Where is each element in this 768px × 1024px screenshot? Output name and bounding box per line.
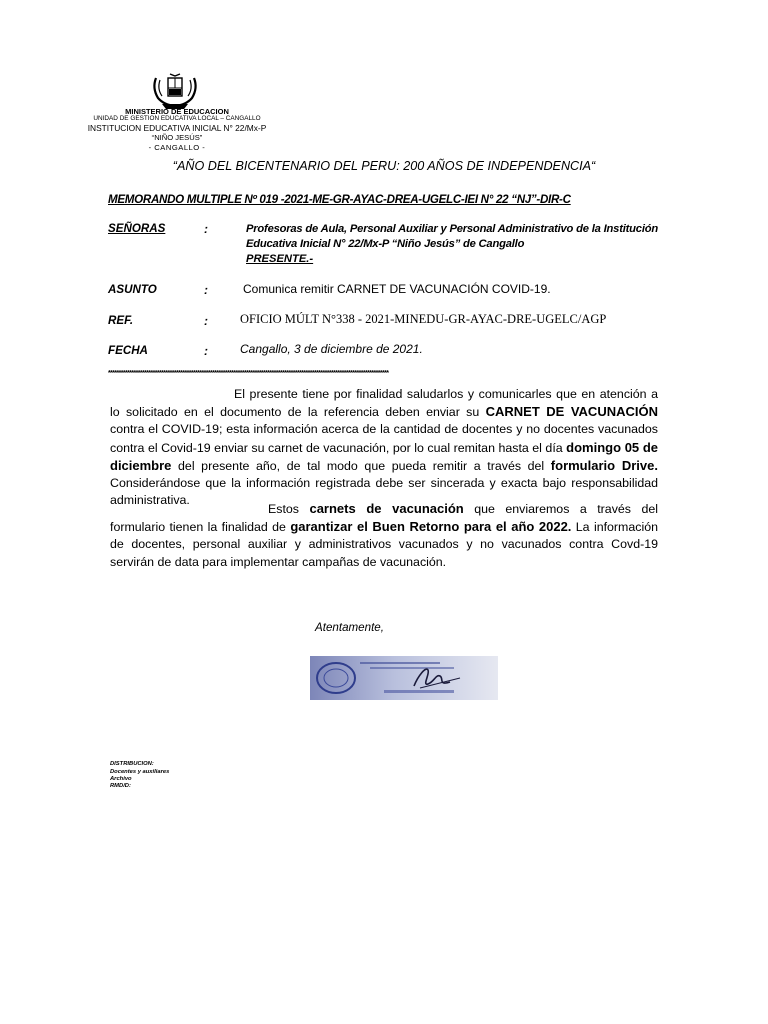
p1-text-e: del presente año, de tal modo que pueda remitir a través del	[171, 458, 551, 473]
ugel-name: UNIDAD DE GESTION EDUCATIVA LOCAL – CANGALLO	[93, 115, 261, 122]
ministry-name: MINISTERIO DE EDUCACION	[125, 107, 229, 116]
memo-title: MEMORANDO MULTIPLE Nº 019 -2021-ME-GR-AYAC-DREA-UGELC-IEI N° 22 “NJ”-DIR-C	[108, 193, 571, 206]
separator-line: ************************************************************************************************************************************	[108, 370, 389, 377]
p1-formulario-emphasis: formulario Drive.	[550, 457, 658, 473]
body-paragraph-1	[110, 386, 658, 509]
fecha-colon: :	[204, 344, 208, 358]
distribution-line: Docentes y auxiliares	[110, 769, 170, 775]
closing-text: Atentamente,	[315, 621, 384, 634]
p2-retorno-emphasis: garantizar el Buen Retorno para el año 2022.	[290, 519, 572, 535]
body-paragraph-2	[110, 500, 658, 571]
asunto-value: Comunica remitir CARNET DE VACUNACIÓN COVID-19.	[243, 282, 551, 296]
senoras-label: SEÑORAS	[108, 222, 166, 235]
p2-carnets-emphasis: carnets de vacunación	[309, 501, 464, 516]
p2-text-a: Estos	[268, 502, 310, 516]
distribution-line: RMD/D:	[110, 783, 131, 789]
fecha-value: Cangallo, 3 de diciembre de 2021.	[240, 342, 423, 356]
peru-coat-of-arms-icon	[148, 72, 202, 110]
presente-label: PRESENTE.-	[246, 253, 314, 265]
p2-text-e: La información de docentes, personal auxiliar y administrativos vacunados y no vacunados contra Covd-19 servirán de data para implementar campañas de vacunación.	[110, 520, 658, 569]
town-name: - CANGALLO -	[148, 143, 206, 152]
p1-carnet-emphasis: CARNET DE VACUNACIÓN	[485, 404, 658, 420]
institution-name: INSTITUCION EDUCATIVA INICIAL N° 22/Mx-P	[87, 123, 267, 133]
recipients-text: Profesoras de Aula, Personal Auxiliar y Personal Administrativo de la Institución Educativa Inicial N° 22/Mx-P “Niño Jesús” de Cangallo	[246, 223, 658, 250]
p2-text-c: que enviaremos a través del formulario tienen la finalidad de	[110, 502, 658, 535]
p1-text-c: contra el COVID-19; esta información acerca de la cantidad de docentes y no docentes vacunados contra el Covid-19 enviar su carnet de vacunación, por lo cual remitan hasta el día	[110, 422, 658, 455]
asunto-colon: :	[204, 283, 208, 297]
fecha-label: FECHA	[108, 344, 148, 357]
asunto-label: ASUNTO	[108, 283, 157, 296]
p1-text-a: El presente tiene por finalidad saludarlos y comunicarles que en atención a lo solicitado en el documento de la referencia deben enviar su	[110, 387, 658, 420]
p1-deadline-emphasis: domingo 05 de diciembre	[110, 439, 659, 473]
senoras-colon: :	[204, 222, 208, 236]
p1-text-g: Considerándose que la información registrada debe ser sincerada y exacta bajo responsabilidad administrativa.	[110, 476, 658, 508]
director-signature-stamp	[310, 656, 498, 700]
ref-value: OFICIO MÚLT N°338 - 2021-MINEDU-GR-AYAC-DRE-UGELC/AGP	[240, 312, 607, 326]
ref-colon: :	[204, 314, 208, 328]
school-name: “NIÑO JESÚS”	[151, 133, 203, 142]
distribution-title: DISTRIBUCION:	[110, 761, 154, 767]
ref-label: REF.	[108, 314, 134, 327]
year-title: “AÑO DEL BICENTENARIO DEL PERU: 200 AÑOS DE INDEPENDENCIA“	[172, 159, 596, 173]
distribution-line: Archivo	[110, 776, 132, 782]
